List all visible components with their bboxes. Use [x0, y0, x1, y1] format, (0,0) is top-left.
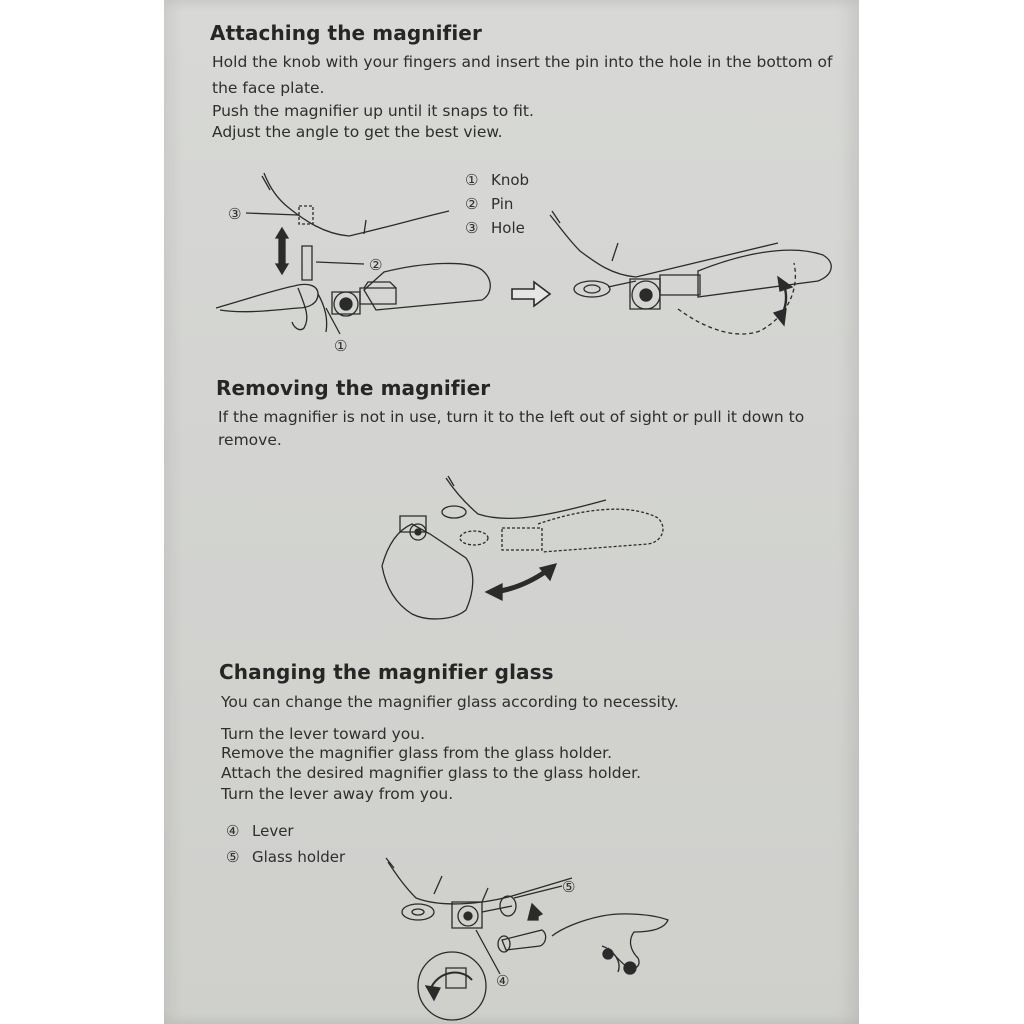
part-label-lever: ④ Lever	[226, 822, 294, 840]
change-step-line-3: Attach the desired magnifier glass to the glass holder.	[221, 764, 642, 782]
attach-step-line-2: the face plate.	[212, 79, 325, 97]
callout-lever: ④	[496, 972, 510, 990]
section-title-attaching: Attaching the magnifier	[210, 21, 482, 45]
remove-illustration	[378, 472, 668, 627]
attach-step-line-4: Adjust the angle to get the best view.	[212, 123, 503, 141]
remove-step-line-2: remove.	[218, 431, 282, 449]
section-title-removing: Removing the magnifier	[216, 376, 491, 400]
remove-step-line-1: If the magnifier is not in use, turn it to the left out of sight or pull it down to	[218, 408, 805, 426]
callout-pin: ②	[369, 256, 383, 274]
change-step-line-2: Remove the magnifier glass from the glass holder.	[221, 744, 613, 762]
change-step-line-1: Turn the lever toward you.	[221, 725, 426, 743]
callout-glass-holder: ⑤	[562, 878, 576, 896]
part-label-glass-holder: ⑤ Glass holder	[226, 848, 346, 866]
attach-illustration	[214, 168, 494, 358]
next-step-arrow-icon	[510, 280, 552, 308]
attached-illustration	[548, 205, 838, 345]
callout-hole: ③	[228, 205, 242, 223]
attach-step-line-3: Push the magnifier up until it snaps to fit.	[212, 102, 534, 120]
change-glass-illustration	[382, 850, 672, 1020]
part-label-pin: ② Pin	[465, 195, 514, 213]
section-title-changing: Changing the magnifier glass	[219, 660, 554, 684]
callout-knob: ①	[334, 337, 348, 355]
change-intro: You can change the magnifier glass according to necessity.	[221, 693, 679, 711]
part-label-hole: ③ Hole	[465, 219, 525, 237]
change-step-line-4: Turn the lever away from you.	[221, 785, 454, 803]
attach-step-line-1: Hold the knob with your fingers and insert the pin into the hole in the bottom of	[212, 53, 833, 71]
part-label-knob: ① Knob	[465, 171, 530, 189]
